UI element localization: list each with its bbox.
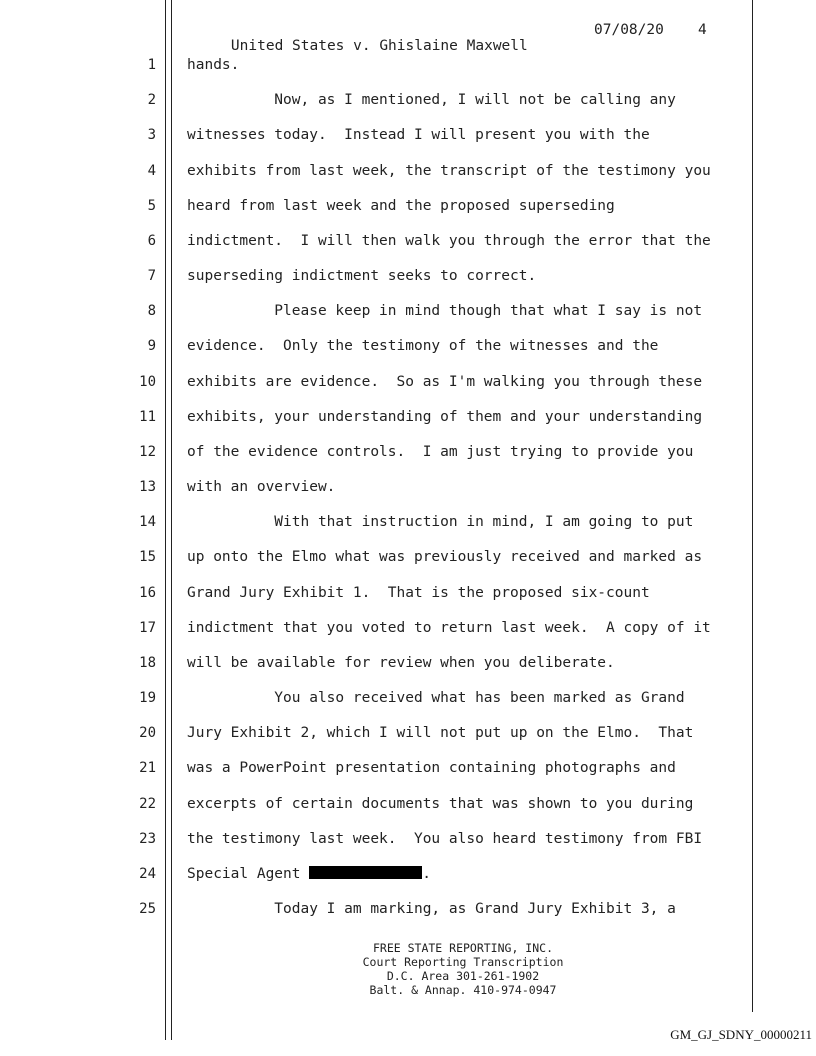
line-text-after-redaction: . [422, 865, 431, 882]
line-text [187, 303, 702, 319]
line-text [187, 57, 239, 73]
page-number: 4 [698, 22, 707, 38]
case-caption: United States v. Ghislaine Maxwell [230, 38, 528, 54]
line-text [187, 585, 650, 601]
header-date: 07/08/20 [594, 22, 664, 38]
line-text-content: was a PowerPoint presentation containing photographs and [187, 760, 676, 777]
transcript-line [0, 620, 816, 655]
line-text [187, 690, 685, 706]
transcript-line [0, 92, 816, 127]
line-text-content: Now, as I mentioned, I will not be calling any [187, 92, 676, 109]
line-text [187, 866, 431, 882]
transcript-line [0, 549, 816, 584]
transcript-line [0, 409, 816, 444]
line-number: 16 [139, 584, 156, 601]
line-text [187, 655, 615, 671]
line-number: 4 [147, 162, 156, 179]
line-text-content: exhibits are evidence. So as I'm walking you through these [187, 373, 703, 390]
line-text-content: Today I am marking, as Grand Jury Exhibit 3, a [187, 901, 676, 918]
line-text [187, 198, 615, 214]
line-text [187, 92, 676, 108]
line-text [187, 338, 658, 354]
line-text [187, 514, 693, 530]
transcript-line [0, 901, 816, 936]
line-number: 15 [139, 549, 156, 566]
transcript-line [0, 338, 816, 373]
line-text-content: the testimony last week. You also heard testimony from FBI [187, 830, 703, 847]
line-text [187, 444, 693, 460]
line-number: 9 [147, 338, 156, 355]
line-text [187, 796, 693, 812]
transcript-line [0, 127, 816, 162]
transcript-line [0, 690, 816, 725]
line-number: 12 [139, 443, 156, 460]
transcript-line [0, 479, 816, 514]
line-text-content: indictment. I will then walk you through the error that the [187, 232, 711, 249]
line-number: 17 [139, 619, 156, 636]
line-number: 7 [147, 268, 156, 285]
line-text-content: exhibits from last week, the transcript of the testimony you [187, 162, 711, 179]
transcript-line [0, 655, 816, 690]
line-number: 6 [147, 232, 156, 249]
line-text-content: Jury Exhibit 2, which I will not put up on the Elmo. That [187, 725, 694, 742]
line-text [187, 233, 711, 249]
reporter-phone-balt: Balt. & Annap. 410-974-0947 [369, 983, 557, 997]
transcript-line [0, 268, 816, 303]
transcript-line [0, 303, 816, 338]
reporter-footer [263, 941, 663, 997]
line-text-content: With that instruction in mind, I am going to put [187, 514, 694, 531]
transcript-line [0, 374, 816, 409]
line-number: 18 [139, 654, 156, 671]
line-text [187, 409, 702, 425]
line-text [187, 620, 711, 636]
transcript-line [0, 760, 816, 795]
line-text [187, 549, 702, 565]
line-text-content: with an overview. [187, 479, 336, 496]
line-number: 3 [147, 127, 156, 144]
reporter-service: Court Reporting Transcription [362, 955, 564, 969]
line-number: 1 [147, 57, 156, 73]
line-text [187, 901, 676, 917]
line-text-content: Special Agent [187, 865, 310, 882]
line-number: 14 [139, 514, 156, 531]
bates-number: GM_GJ_SDNY_00000211 [670, 1027, 812, 1042]
reporter-name: FREE STATE REPORTING, INC. [372, 941, 553, 955]
line-text [187, 725, 693, 741]
line-text [187, 127, 650, 143]
line-text-content: You also received what has been marked as Grand [187, 690, 685, 707]
line-number: 13 [139, 479, 156, 496]
line-text [187, 760, 676, 776]
line-text [187, 831, 702, 847]
line-text-content: heard from last week and the proposed superseding [187, 197, 615, 214]
line-number: 23 [139, 830, 156, 847]
redaction-bar [309, 866, 422, 879]
line-text-content: indictment that you voted to return last week. A copy of it [187, 619, 711, 636]
line-number: 21 [139, 760, 156, 777]
line-number: 2 [147, 92, 156, 109]
line-text-content: exhibits, your understanding of them and your understanding [187, 408, 703, 425]
transcript-line [0, 163, 816, 198]
transcript-line [0, 585, 816, 620]
transcript-line [0, 444, 816, 479]
line-text-content: evidence. Only the testimony of the witnesses and the [187, 338, 659, 355]
line-number: 25 [139, 901, 156, 918]
line-text-content: excerpts of certain documents that was shown to you during [187, 795, 694, 812]
line-text-content: superseding indictment seeks to correct. [187, 268, 537, 285]
line-text-content: witnesses today. Instead I will present you with the [187, 127, 650, 144]
transcript-line [0, 725, 816, 760]
line-text-content: of the evidence controls. I am just trying to provide you [187, 443, 694, 460]
line-number: 20 [139, 725, 156, 742]
line-text-content: Please keep in mind though that what I say is not [187, 303, 703, 320]
line-text [187, 268, 536, 284]
line-text-content: Grand Jury Exhibit 1. That is the proposed six-count [187, 584, 650, 601]
transcript-line [0, 514, 816, 549]
transcript-line [0, 198, 816, 233]
transcript-line [0, 233, 816, 268]
line-number: 22 [139, 795, 156, 812]
line-text-content: up onto the Elmo what was previously received and marked as [187, 549, 703, 566]
line-text-content: hands. [187, 57, 240, 73]
transcript-line [0, 57, 816, 92]
line-number: 5 [147, 197, 156, 214]
line-number: 10 [139, 373, 156, 390]
line-text-content: will be available for review when you deliberate. [187, 654, 615, 671]
line-number: 24 [139, 865, 156, 882]
reporter-phone-dc: D.C. Area 301-261-1902 [386, 969, 540, 983]
line-text [187, 163, 711, 179]
line-text [187, 374, 702, 390]
transcript-line [0, 866, 816, 901]
line-text [187, 479, 335, 495]
line-number: 19 [139, 690, 156, 707]
transcript-line [0, 831, 816, 866]
line-number: 8 [147, 303, 156, 320]
transcript-line [0, 796, 816, 831]
line-number: 11 [139, 408, 156, 425]
